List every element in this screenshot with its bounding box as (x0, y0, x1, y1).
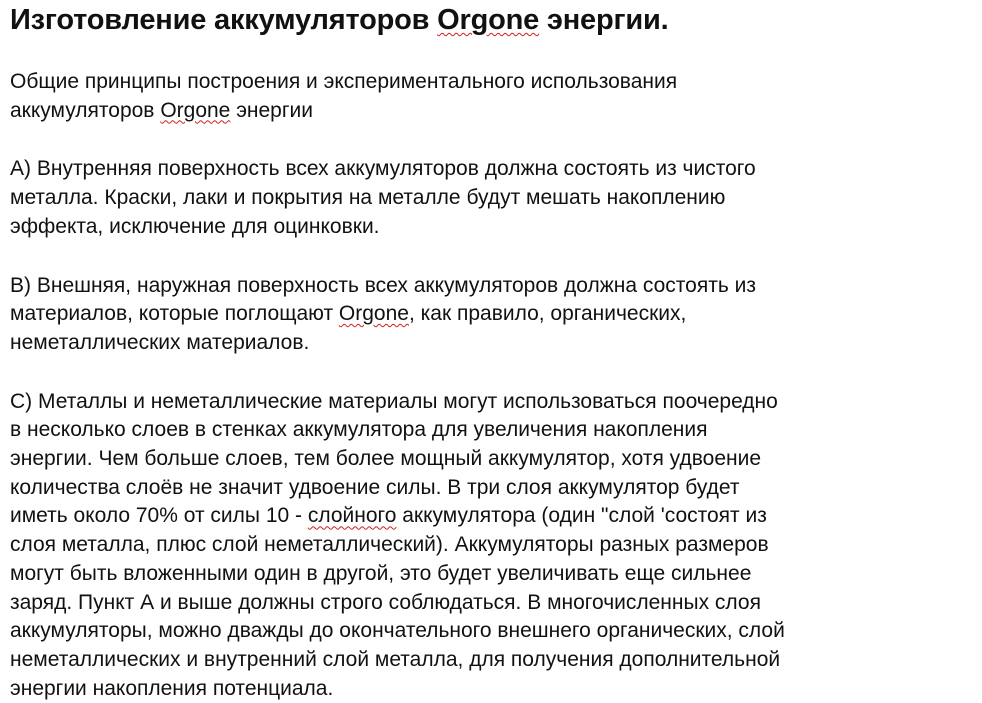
text-line: в несколько слоев в стенках аккумулятора для увеличения накопления (10, 418, 708, 442)
paragraph-spacer (10, 358, 970, 388)
text-line: С) Металлы и неметаллические материалы могут использоваться поочередно (10, 389, 778, 413)
text-line: неметаллических и внутренний слой металла, для получения дополнительной (10, 647, 781, 671)
text-line: металла. Краски, лаки и покрытия на металле будут мешать накоплению (10, 186, 726, 210)
text-line: слоя металла, плюс слой неметаллический). Аккумуляторы разных размеров (10, 533, 769, 557)
text-line: А) Внутренняя поверхность всех аккумуляторов должна состоять из чистого (10, 157, 756, 181)
text-fragment: иметь около 70% от силы 10 - (10, 504, 308, 528)
text-line: энергии накопления потенциала. (10, 676, 334, 700)
text-line: заряд. Пункт А и выше должны строго соблюдаться. В многочисленных слоя (10, 590, 761, 614)
text-line: количества слоёв не значит удвоение силы. В три слоя аккумулятор будет (10, 475, 740, 499)
spellcheck-flagged-word: слойного (307, 504, 397, 528)
text-line: В) Внешняя, наружная поверхность всех аккумуляторов должна состоять из (10, 273, 756, 297)
text-line: Общие принципы построения и экспериментального использования (10, 70, 678, 93)
text-fragment: энергии (230, 98, 313, 122)
text-fragment: , как правило, органических, (408, 302, 687, 326)
spellcheck-flagged-word: Orgone (437, 4, 540, 36)
title-text-start: Изготовление аккумуляторов (10, 4, 438, 36)
text-fragment: аккумулятора (один "слой 'состоят из (396, 504, 767, 528)
spellcheck-flagged-word: Orgone (338, 302, 409, 326)
paragraph-spacer (10, 242, 970, 272)
text-line (10, 97, 970, 126)
document-page (10, 0, 970, 703)
text-fragment: материалов, которые поглощают (10, 302, 339, 326)
text-fragment: аккумуляторов (10, 98, 161, 122)
text-line (10, 300, 970, 329)
text-line: энергии. Чем больше слоев, тем более мощный аккумулятор, хотя удвоение (10, 447, 762, 471)
paragraph-spacer (10, 125, 970, 155)
document-title (10, 2, 970, 38)
section-b-paragraph (10, 272, 970, 358)
spellcheck-flagged-word: Orgone (160, 98, 231, 122)
text-line: аккумуляторы, можно дважды до окончательного внешнего органических, слой (10, 619, 785, 643)
subtitle-paragraph (10, 68, 970, 125)
section-c-paragraph (10, 388, 970, 703)
section-a-paragraph (10, 155, 970, 241)
text-line: эффекта, исключение для оцинковки. (10, 214, 380, 238)
title-text-end: энергии. (539, 4, 669, 36)
text-line (10, 502, 970, 531)
text-line: могут быть вложенными один в другой, это будет увеличивать еще сильнее (10, 561, 752, 585)
text-line: неметаллических материалов. (10, 330, 310, 354)
